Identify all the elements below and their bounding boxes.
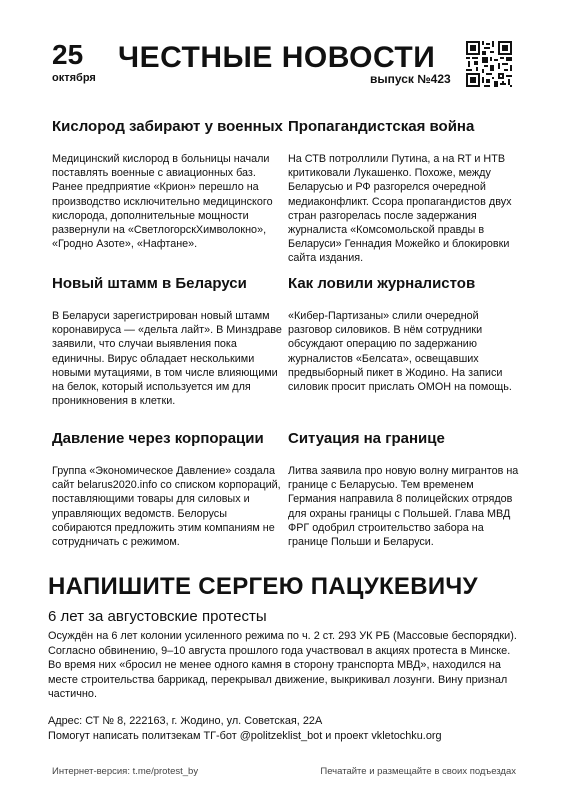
issue-day: 25	[52, 39, 84, 70]
qr-code-icon	[466, 41, 512, 87]
footer-online-link: Интернет-версия: t.me/protest_by	[52, 766, 199, 777]
article-oxygen	[52, 118, 284, 251]
article-new-strain	[52, 275, 284, 408]
appeal-help: Помогут написать политзекам ТГ-бот @politzeklist_bot и проект vkletochku.org	[48, 729, 442, 742]
article-border	[288, 430, 520, 549]
article-title: Ситуация на границе	[288, 430, 445, 447]
newspaper-title: ЧЕСТНЫЕ НОВОСТИ	[118, 41, 436, 74]
article-journalists	[288, 275, 520, 394]
appeal-subtitle: 6 лет за августовские протесты	[48, 608, 267, 625]
article-title: Как ловили журналистов	[288, 275, 476, 292]
article-body: В Беларуси зарегистрирован новый штамм коронавируса — «дельта лайт». В Минздраве заявили, что случаи выявления пока единичны. Вирус обладает несколькими новыми мутациями, в том числе влияющими на белок, который используется им для проникновения в клетки.	[52, 310, 282, 408]
issue-number: выпуск №423	[370, 72, 451, 86]
article-corporations	[52, 430, 284, 549]
appeal-body: Осуждён на 6 лет колонии усиленного режима по ч. 2 ст. 293 УК РБ (Массовые беспорядки). Согласно обвинению, 9–10 августа прошлого года участвовал в акциях протеста в Минске. Во время них «бросил не менее одного камня в сторону транспорта МВД», находился на месте строительства баррикад, перекрывал движение, выкрикивал лозунги. Вину признал частично.	[48, 630, 517, 701]
article-title: Давление через корпорации	[52, 430, 264, 447]
article-body: На СТВ потроллили Путина, а на RT и НТВ критиковали Лукашенко. Похоже, между Беларусью и РФ разгорелся очередной медиаконфликт. Ссора пропагандистов двух стран разгорелась после задержания журналиста «Комсомольской правды в Беларуси» Геннадия Можейко и блокировки сайта издания.	[288, 153, 512, 265]
appeal-address: Адрес: СТ № 8, 222163, г. Жодино, ул. Советская, 22А	[48, 714, 323, 727]
masthead	[48, 40, 518, 90]
article-title: Новый штамм в Беларуси	[52, 275, 247, 292]
article-title: Кислород забирают у военных	[52, 118, 283, 135]
prisoner-appeal	[48, 573, 518, 743]
article-body: Группа «Экономическое Давление» создала сайт belarus2020.info со списком корпораций, поставляющими товары для силовых и управляющих ведомств. Белорусы собираются предложить этим компаниям не сотрудничать с режимом.	[52, 465, 281, 549]
footer-print-note: Печатайте и размещайте в своих подъездах	[320, 766, 516, 777]
article-title: Пропагандистская война	[288, 118, 475, 135]
issue-month: октября	[52, 72, 96, 84]
article-propaganda	[288, 118, 520, 266]
article-body: Литва заявила про новую волну мигрантов на границе с Беларусью. Тем временем Германия направила 8 полицейских отрядов для охраны границы с Польшей. Глава МВД ФРГ одобрил строительство забора на границе Польши и Беларуси.	[288, 465, 519, 549]
article-body: «Кибер-Партизаны» слили очередной разговор силовиков. В нём сотрудники обсуждают операцию по задержанию журналистов «Белсата», освещавших предвыборный пикет в Жодино. На записи силовик просит прислать ОМОН на помощь.	[288, 310, 512, 394]
appeal-title: НАПИШИТЕ СЕРГЕЮ ПАЦУКЕВИЧУ	[48, 573, 478, 600]
article-body: Медицинский кислород в больницы начали поставлять военные с авиационных баз. Ранее предприятие «Крион» перешло на производство исключительно медицинского кислорода, дополнительные мощности развернули на «СветлогорскХимволокно», «Гродно Азоте», «Нафтане».	[52, 153, 273, 251]
